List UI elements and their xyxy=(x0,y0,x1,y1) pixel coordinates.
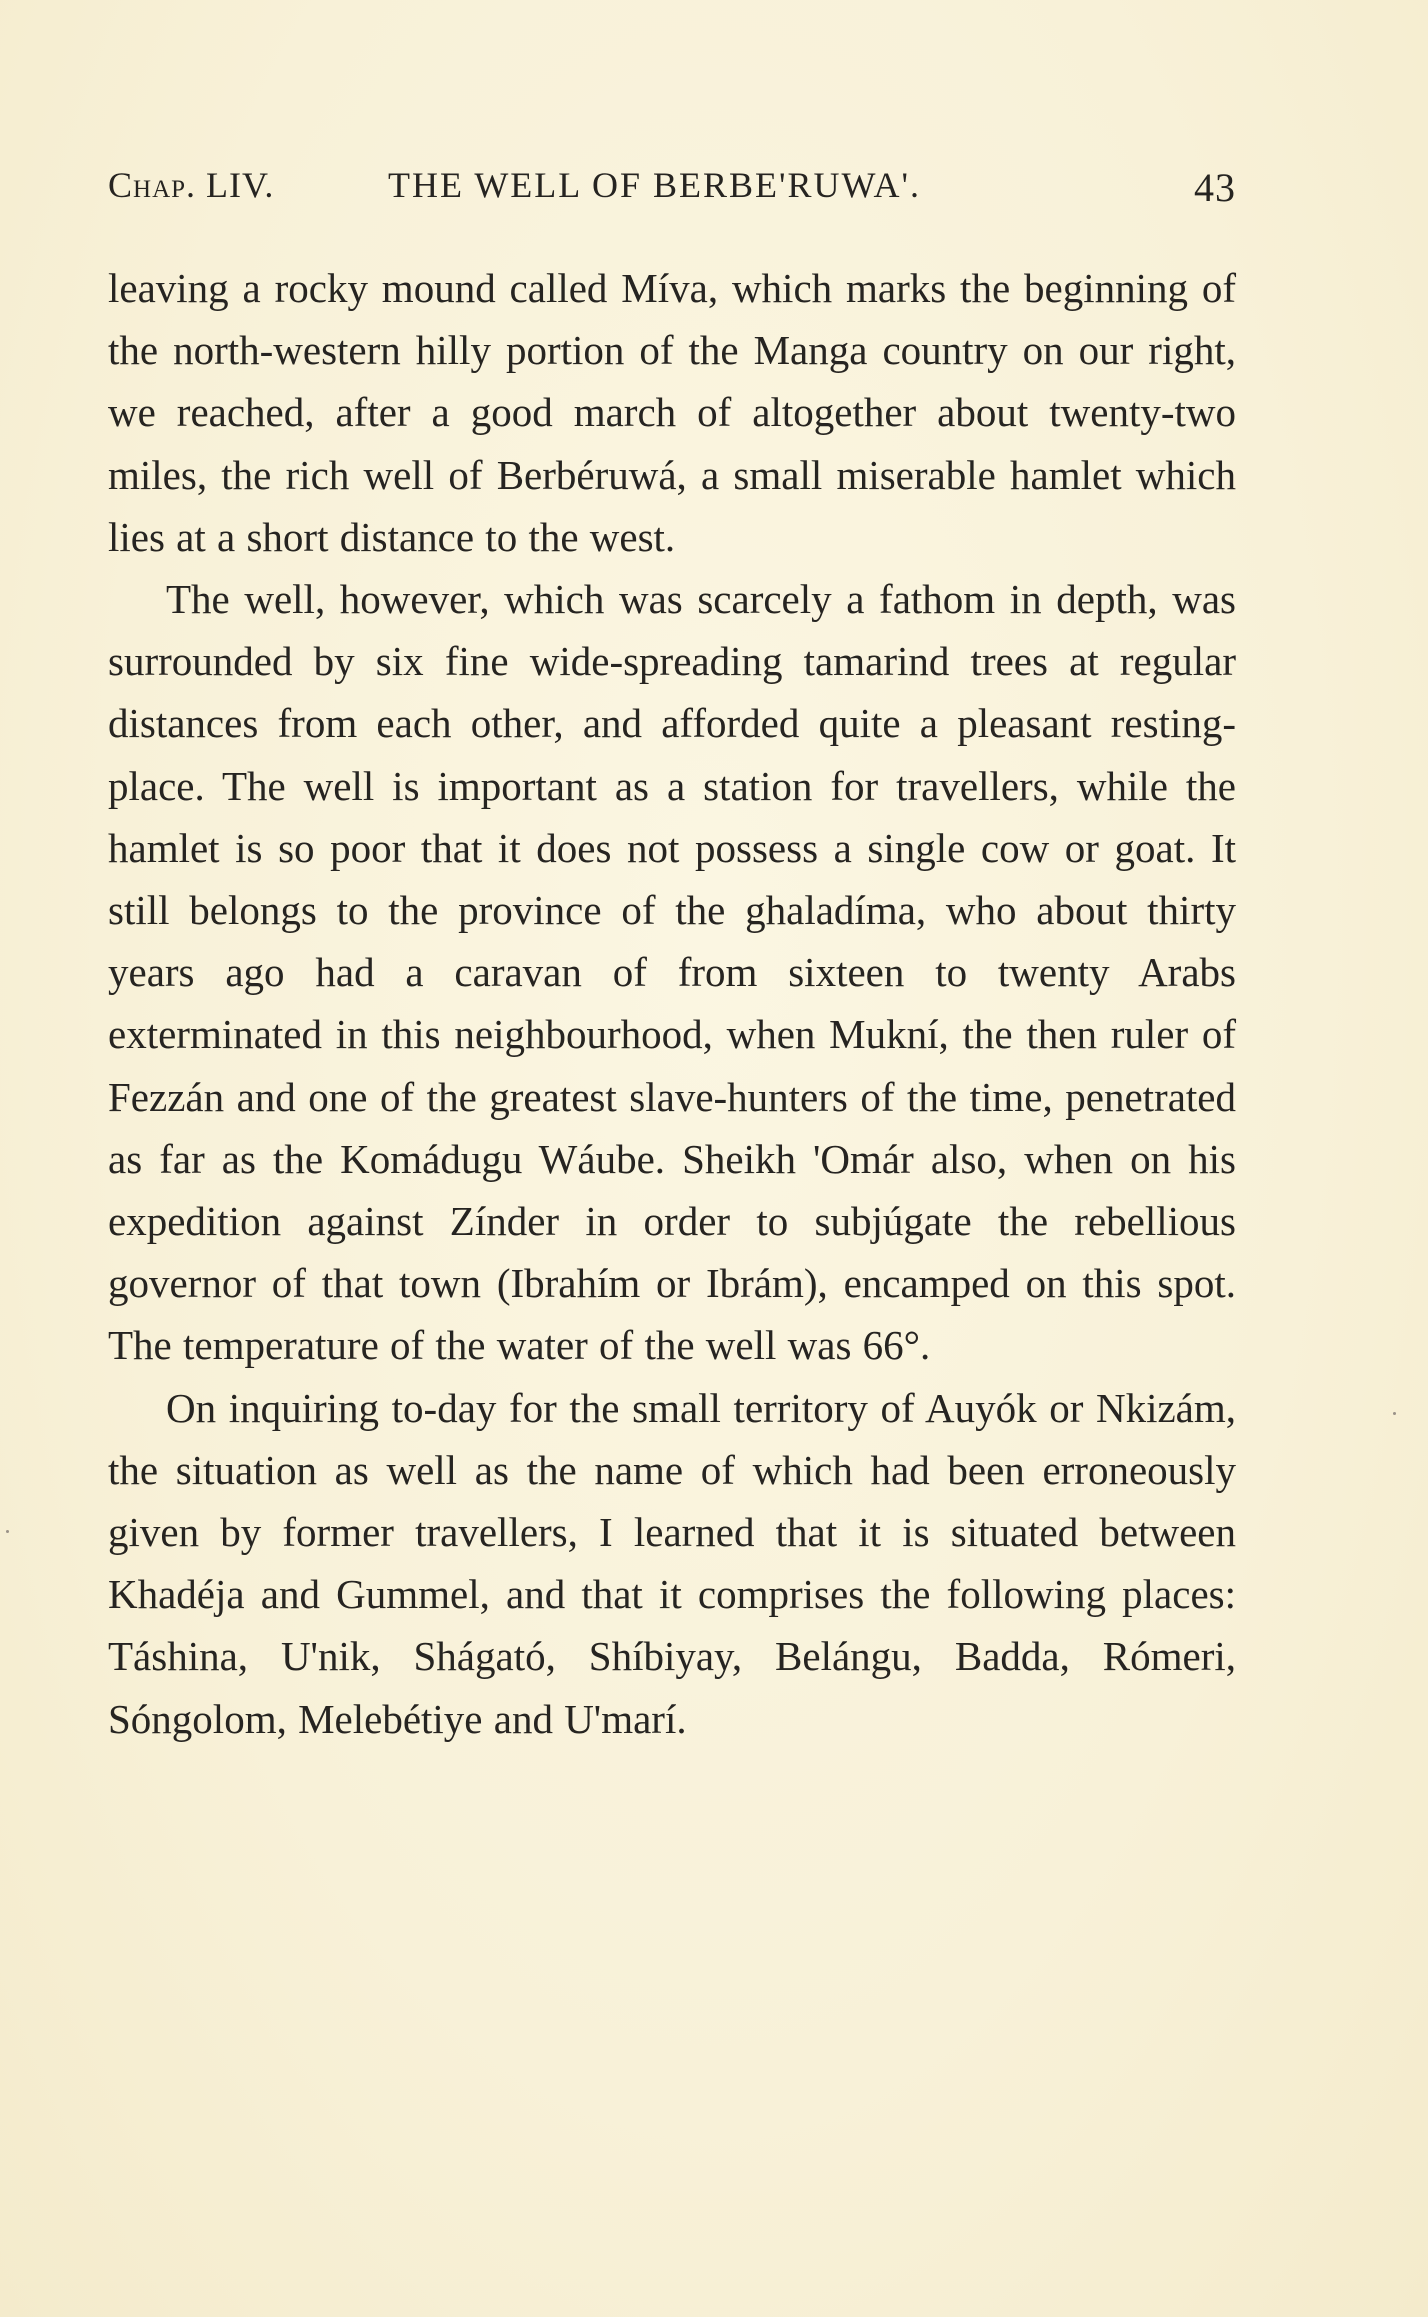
running-title: THE WELL OF BERBE'RUWA'. xyxy=(388,165,921,205)
paragraph-well: The well, however, which was scarcely a fathom in depth, was surrounded by six fine wide-spreading tamarind trees at regular distances from each other, and afforded quite a pleasant resting-place. The well is important as a station for travellers, while the hamlet is so poor that it does not possess a single cow or goat. It still belongs to the province of the ghaladíma, who about thirty years ago had a caravan of from sixteen to twenty Arabs exterminated in this neighbourhood, when Mukní, the then ruler of Fezzán and one of the greatest slave-hunters of the time, penetrated as far as the Komádugu Wáube. Sheikh 'Omár also, when on his expedition against Zínder in order to subjúgate the rebellious governor of that town (Ibrahím or Ibrám), encamped on this spot. The temperature of the water of the well was 66°. xyxy=(108,576,1236,1369)
paper-speck xyxy=(1393,1412,1396,1415)
body-text xyxy=(108,257,1236,1750)
paragraph-auyok: On inquiring to-day for the small territory of Auyók or Nkizám, the situation as well as the name of which had been erroneously given by former travellers, I learned that it is situated between Khadéja and Gummel, and that it comprises the following places: Táshina, U'nik, Shágató, Shíbiyay, Belángu, Badda, Rómeri, Sóngolom, Melebétiye and U'marí. xyxy=(108,1384,1236,1742)
paper-speck xyxy=(6,1530,9,1533)
chapter-label: Chap. LIV. xyxy=(108,165,275,205)
paragraph-continued: leaving a rocky mound called Míva, which marks the beginning of the north-western hilly portion of the Manga country on our right, we reached, after a good march of altogether about twenty-two miles, the rich well of Berbéruwá, a small miserable hamlet which lies at a short distance to the west. xyxy=(108,265,1236,560)
page-number: 43 xyxy=(1194,165,1236,210)
running-head xyxy=(108,164,1236,214)
